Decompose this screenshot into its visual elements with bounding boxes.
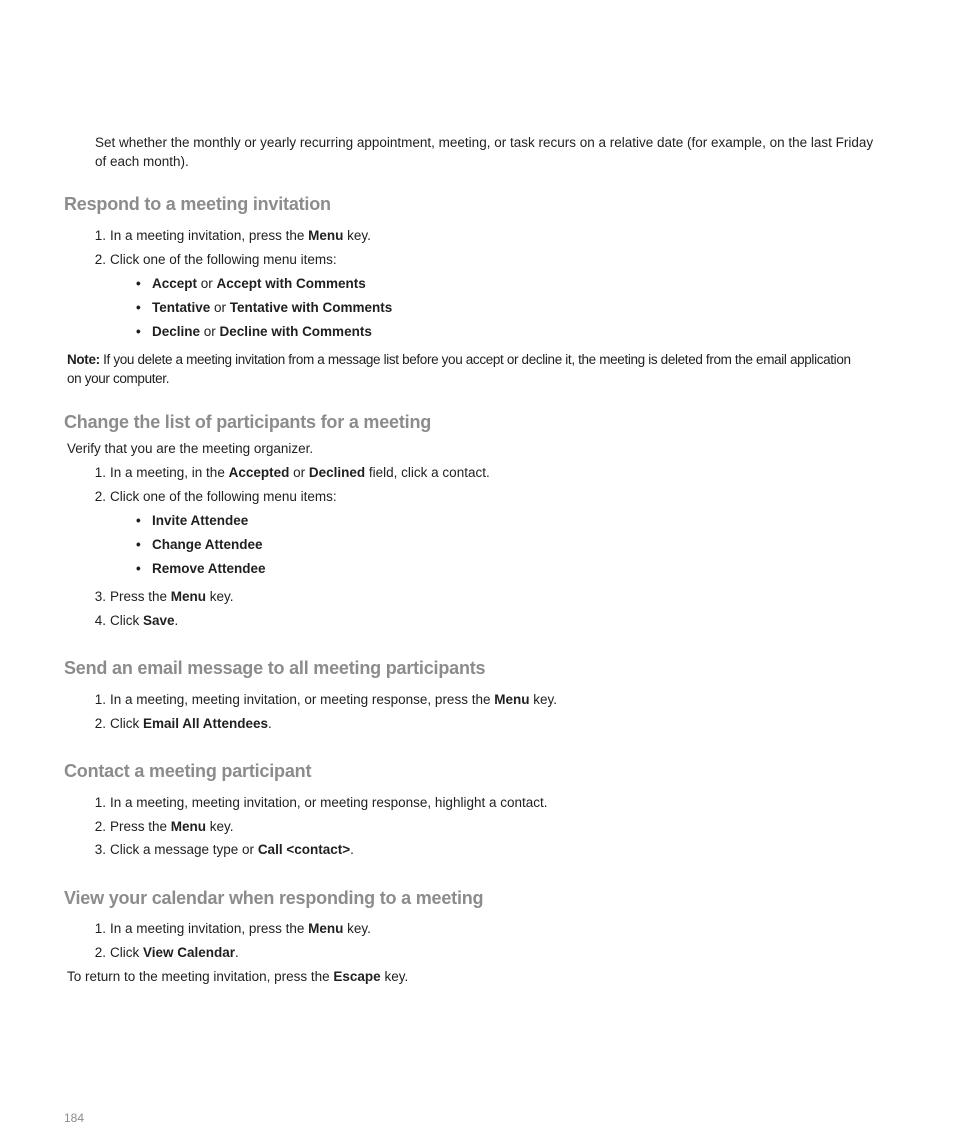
bullet-icon: • — [136, 300, 141, 315]
calendar-tail — [67, 967, 408, 986]
or-text: or — [197, 276, 217, 291]
bullet-icon: • — [136, 276, 141, 291]
step-text: Click one of the following menu items: — [110, 489, 337, 504]
step-text: key. — [206, 589, 234, 604]
section-heading-contact: Contact a meeting participant — [64, 761, 312, 781]
menu-key-label: Menu — [308, 921, 344, 936]
step-number: 1. — [94, 921, 106, 936]
step-number: 3. — [94, 842, 106, 857]
step-text: Click one of the following menu items: — [110, 252, 337, 267]
step-text: . — [174, 613, 179, 628]
section-heading-calendar: View your calendar when responding to a meeting — [64, 888, 484, 908]
menu-item-label: Tentative with Comments — [229, 300, 393, 315]
bullet-icon: • — [136, 324, 141, 339]
step-number: 1. — [94, 795, 106, 810]
menu-item-label: View Calendar — [143, 945, 236, 960]
step-number: 2. — [94, 489, 106, 504]
bullet-icon: • — [136, 513, 141, 528]
page-number: 184 — [64, 1111, 85, 1125]
participants-lead: Verify that you are the meeting organizer. — [67, 441, 314, 456]
step-text: . — [268, 716, 272, 731]
step-text: Click — [110, 945, 143, 960]
step-number: 3. — [94, 589, 106, 604]
note-label: Note: — [67, 352, 100, 367]
step-number: 2. — [94, 716, 106, 731]
note-line-2: on your computer. — [67, 371, 170, 386]
step-text: Click — [110, 716, 143, 731]
menu-item-label: Invite Attendee — [152, 513, 249, 528]
escape-key-label: Escape — [333, 969, 381, 984]
or-text: or — [200, 324, 220, 339]
step-text: In a meeting, meeting invitation, or meeting response, highlight a contact. — [110, 795, 548, 810]
menu-item-label: Remove Attendee — [152, 561, 266, 576]
section-heading-respond: Respond to a meeting invitation — [64, 194, 331, 214]
step-text: or — [289, 465, 309, 480]
menu-key-label: Menu — [494, 692, 530, 707]
step-text: Press the — [110, 819, 171, 834]
tail-text: key. — [380, 969, 409, 984]
menu-item-label: Decline with Comments — [219, 324, 372, 339]
respond-note — [67, 350, 907, 388]
intro-paragraph — [95, 133, 895, 171]
menu-key-label: Menu — [170, 819, 207, 834]
step-text: In a meeting invitation, press the — [110, 921, 309, 936]
step-text: In a meeting invitation, press the — [110, 228, 309, 243]
intro-line-2: of each month). — [95, 154, 189, 169]
step-text: key. — [206, 819, 234, 834]
step-text: Click a message type or — [110, 842, 258, 857]
step-text: In a meeting, meeting invitation, or meeting response, press the — [110, 692, 495, 707]
menu-item-label: Email All Attendees — [143, 716, 269, 731]
step-text: Click — [110, 613, 143, 628]
menu-item-label: Accept with Comments — [216, 276, 366, 291]
section-heading-participants: Change the list of participants for a meeting — [64, 412, 432, 432]
menu-item-label: Accept — [152, 276, 198, 291]
step-number: 4. — [94, 613, 106, 628]
bullet-icon: • — [136, 537, 141, 552]
step-number: 1. — [94, 692, 106, 707]
step-text: key. — [529, 692, 557, 707]
step-text: Press the — [110, 589, 171, 604]
menu-item-label: Change Attendee — [152, 537, 263, 552]
menu-key-label: Menu — [170, 589, 207, 604]
tail-text: To return to the meeting invitation, press the — [67, 969, 334, 984]
step-number: 2. — [94, 945, 106, 960]
bullet-icon: • — [136, 561, 141, 576]
or-text: or — [210, 300, 230, 315]
save-label: Save — [143, 613, 175, 628]
step-text: key. — [343, 921, 371, 936]
section-heading-email-all: Send an email message to all meeting participants — [64, 658, 486, 678]
step-number: 2. — [94, 252, 106, 267]
step-text: key. — [343, 228, 371, 243]
menu-key-label: Menu — [308, 228, 344, 243]
menu-item-label: Tentative — [152, 300, 211, 315]
intro-line-1: Set whether the monthly or yearly recurring appointment, meeting, or task recurs on a relative date (for example, on the last Friday — [95, 135, 874, 150]
step-number: 1. — [94, 228, 106, 243]
step-text: . — [235, 945, 239, 960]
step-text: . — [350, 842, 354, 857]
step-text: field, click a contact. — [365, 465, 490, 480]
step-number: 1. — [94, 465, 106, 480]
menu-item-label: Decline — [152, 324, 201, 339]
note-line-1: If you delete a meeting invitation from a message list before you accept or decline it, the meeting is deleted from the email application — [103, 352, 851, 367]
step-text: In a meeting, in the — [110, 465, 229, 480]
step-number: 2. — [94, 819, 106, 834]
field-label-declined: Declined — [308, 465, 366, 480]
field-label-accepted: Accepted — [228, 465, 290, 480]
menu-item-label: Call <contact> — [257, 842, 351, 857]
